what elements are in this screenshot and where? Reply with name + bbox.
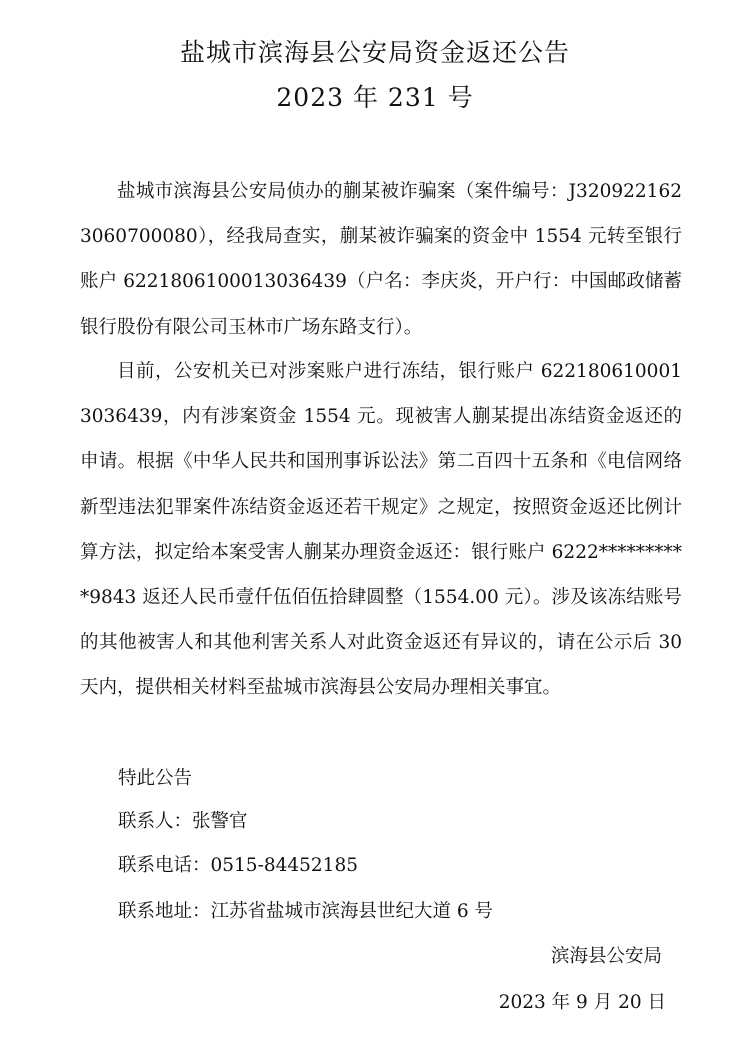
- notice-title: 盐城市滨海县公安局资金返还公告: [179, 38, 570, 67]
- paragraph-refund-details: 目前，公安机关已对涉案账户进行冻结，银行账户 6221806100013036439，内有涉案资金 1554 元。现被害人蒯某提出冻结资金返还的申请。根据《中华人民共和国刑事诉讼法》第二百四十五条和《电信网络新型违法犯罪案件冻结资金返还若干规定》之规定，按照资金返还比例计算方法，拟定给本案受害人蒯某办理资金返还：银行账户 6222**********9843 返还人民币壹仟伍佰伍拾肆圆整（1554.00 元）。涉及该冻结账号的其他被害人和其他利害关系人对此资金返还有异议的，请在公示后 30 天内，提供相关材料至盐城市滨海县公安局办理相关事宜。: [80, 361, 682, 699]
- contact-phone: 联系电话：0515-84452185: [118, 855, 358, 876]
- contact-address: 联系地址：江苏省盐城市滨海县世纪大道 6 号: [118, 901, 494, 922]
- notice-number: 2023 年 231 号: [276, 83, 474, 112]
- closing-text: 特此公告: [118, 768, 193, 789]
- contact-person: 联系人：张警官: [118, 811, 248, 832]
- issuer-name: 滨海县公安局: [550, 946, 662, 967]
- paragraph-case-details: 盐城市滨海县公安局侦办的蒯某被诈骗案（案件编号：J3209221623060700080），经我局查实，蒯某被诈骗案的资金中 1554 元转至银行账户 6221806100013036439（户名：李庆炎，开户行：中国邮政储蓄银行股份有限公司玉林市广场东路支行）。: [80, 181, 682, 338]
- issue-date: 2023 年 9 月 20 日: [498, 992, 666, 1013]
